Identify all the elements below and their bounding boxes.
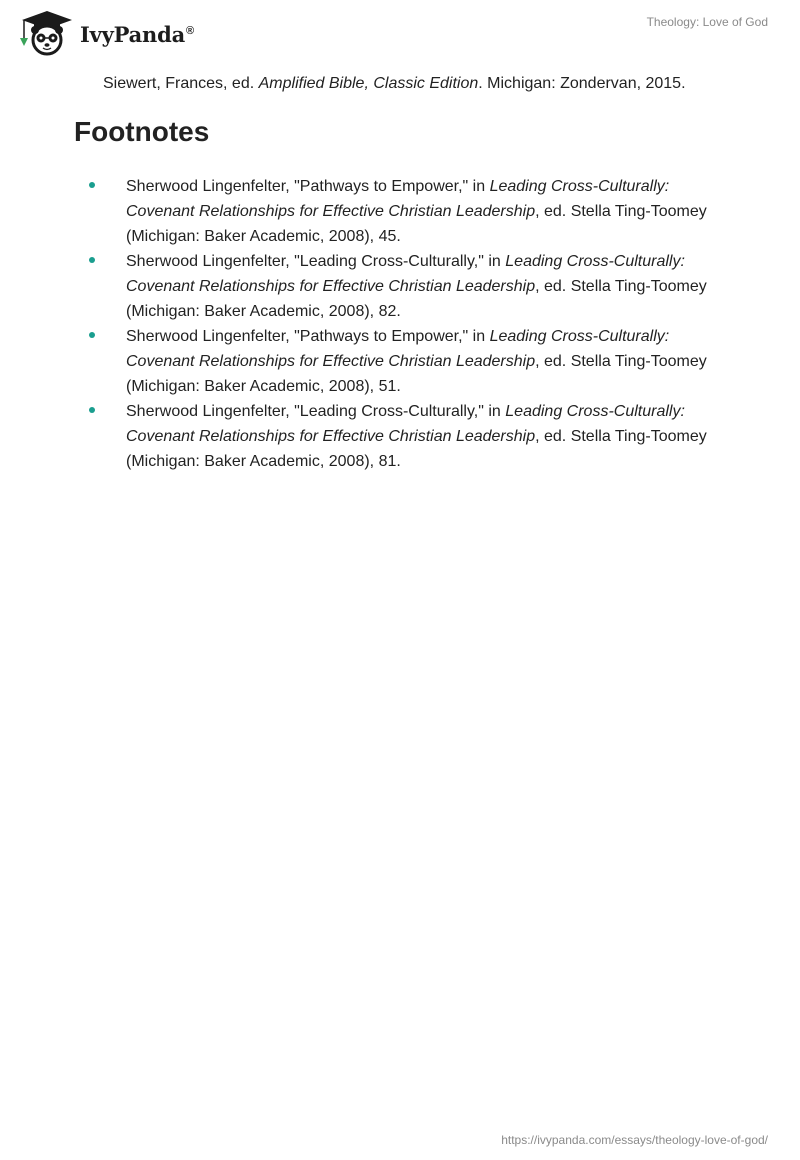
footnote-source: , ed. Stella Ting-Toomey (Michigan: Baker Academic, 2008), 51. — [126, 353, 707, 395]
footnote-source: , ed. Stella Ting-Toomey (Michigan: Baker Academic, 2008), 81. — [126, 428, 707, 470]
footnote-item — [74, 174, 734, 249]
footnote-book-title: Leading Cross-Culturally: Covenant Relationships for Effective Christian Leadership — [126, 403, 685, 445]
footnote-text: Sherwood Lingenfelter, "Leading Cross-Culturally," in — [126, 253, 506, 270]
registered-mark: ® — [186, 24, 194, 37]
panda-graduate-icon — [14, 8, 76, 56]
bullet-icon — [89, 257, 95, 263]
footnote-item — [74, 249, 734, 324]
footnote-text: Sherwood Lingenfelter, "Pathways to Empower," in — [126, 328, 490, 345]
footnote-book-title: Leading Cross-Culturally: Covenant Relationships for Effective Christian Leadership — [126, 253, 685, 295]
ivypanda-logo[interactable] — [14, 8, 194, 56]
citation-publisher: . Michigan: Zondervan, 2015. — [478, 75, 686, 92]
footnote-text: Sherwood Lingenfelter, "Leading Cross-Culturally," in — [126, 403, 506, 420]
footnote-book-title: Leading Cross-Culturally: Covenant Relationships for Effective Christian Leadership — [126, 328, 670, 370]
footnote-text: Sherwood Lingenfelter, "Pathways to Empower," in — [126, 178, 490, 195]
bibliography-entry — [103, 74, 743, 94]
footnote-item — [74, 399, 734, 474]
footnote-source: , ed. Stella Ting-Toomey (Michigan: Baker Academic, 2008), 82. — [126, 278, 707, 320]
footnote-source: , ed. Stella Ting-Toomey (Michigan: Baker Academic, 2008), 45. — [126, 203, 707, 245]
logo-wordmark: IvyPanda® — [80, 21, 194, 47]
document-title: Theology: Love of God — [646, 15, 768, 29]
footnote-item — [74, 324, 734, 399]
bullet-icon — [89, 182, 95, 188]
bullet-icon — [89, 332, 95, 338]
citation-author: Siewert, Frances, ed. — [103, 75, 259, 92]
footnotes-heading: Footnotes — [74, 116, 210, 147]
footnote-book-title: Leading Cross-Culturally: Covenant Relationships for Effective Christian Leadership — [126, 178, 670, 220]
footer-url-link[interactable]: https://ivypanda.com/essays/theology-love-of-god/ — [501, 1133, 768, 1147]
page-header — [0, 0, 800, 64]
footnote-list — [74, 174, 734, 474]
citation-title: Amplified Bible, Classic Edition — [258, 75, 479, 92]
bullet-icon — [89, 407, 95, 413]
